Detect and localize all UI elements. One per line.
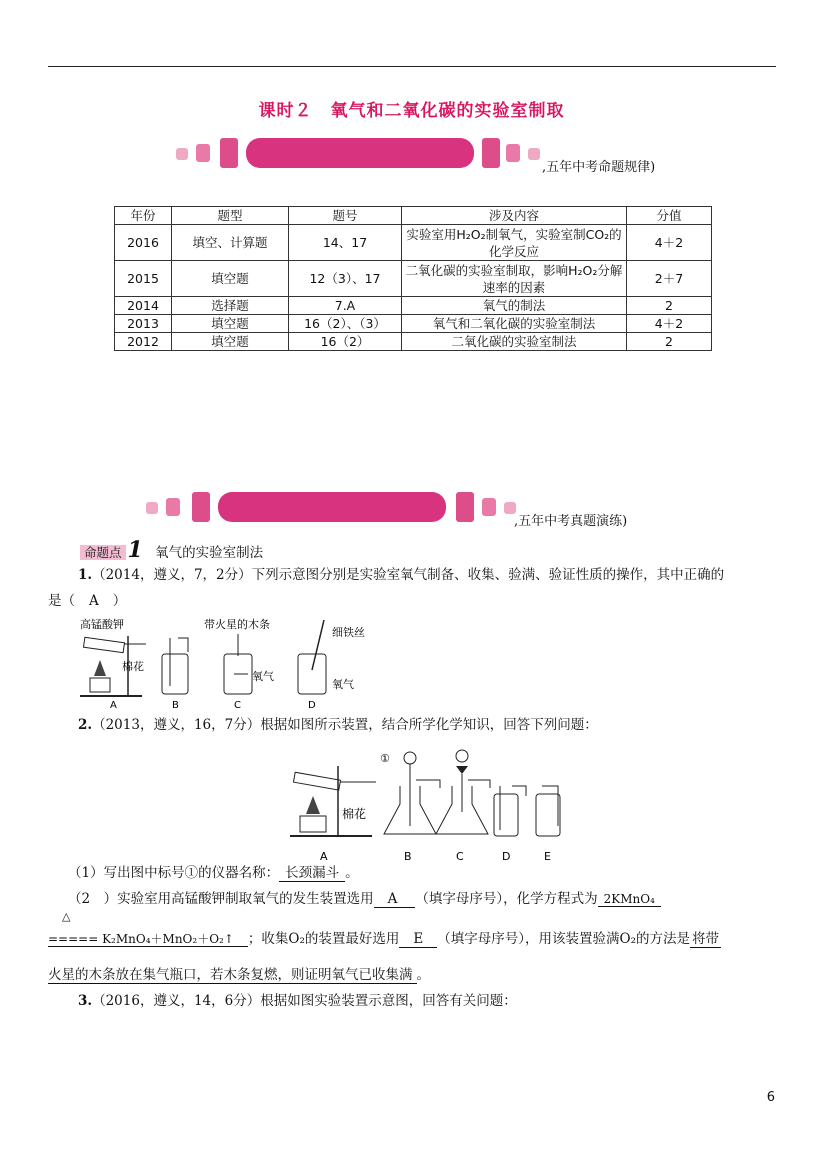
svg-text:D: D	[308, 700, 316, 710]
q2-part-2-line-3: 火星的木条放在集气瓶口，若木条复燃，则证明氧气已收集满 。	[48, 967, 430, 983]
svg-text:A: A	[320, 850, 328, 863]
svg-text:棉花: 棉花	[122, 660, 144, 673]
svg-text:氧气: 氧气	[252, 670, 274, 683]
question-1: 1.（2014，遵义，7，2分）下列示意图分别是实验室氧气制备、收集、验满、验证性质的操作，其中正确的	[78, 567, 725, 583]
answer: 长颈漏斗	[279, 865, 345, 882]
table-header: 分值	[627, 207, 712, 225]
svg-text:C: C	[456, 850, 464, 863]
q1-figure	[74, 614, 374, 710]
q2-part-1: （1）写出图中标号①的仪器名称： 长颈漏斗 。	[68, 865, 359, 881]
svg-text:氧气: 氧气	[332, 678, 354, 691]
table-header: 题型	[172, 207, 289, 225]
table-row: 2015 填空题 12（3）、17 二氧化碳的实验室制取，影响H₂O₂分解速率的因素 2＋7	[115, 261, 712, 297]
lesson-title: 课时２ 氧气和二氧化碳的实验室制取	[258, 101, 565, 121]
svg-text:D: D	[502, 850, 511, 863]
section-banner-2	[146, 492, 666, 529]
answer: 火星的木条放在集气瓶口，若木条复燃，则证明氧气已收集满	[48, 967, 417, 984]
question-1-answer-line: 是（ A ）	[48, 593, 127, 609]
banner-caption: ,五年中考真题演练)	[514, 514, 628, 529]
answer: A	[89, 593, 99, 609]
topic-heading	[80, 538, 263, 565]
svg-text:B: B	[172, 700, 179, 710]
table-header: 涉及内容	[402, 207, 627, 225]
answer: E	[399, 931, 437, 948]
banner-caption: ,五年中考命题规律)	[542, 160, 656, 175]
q2-figure	[286, 746, 576, 864]
table-header: 年份	[115, 207, 172, 225]
page-number: 6	[766, 1090, 775, 1105]
table-row: 2014 选择题 7.A 氧气的制法 2	[115, 297, 712, 315]
q2-part-2-line-2: ===== K₂MnO₄＋MnO₂＋O₂↑ ；收集O₂的装置最好选用 E （填字母序号），用该装置验满O₂的方法是 将带	[48, 931, 719, 947]
svg-text:C: C	[234, 700, 241, 710]
answer: 将带	[691, 931, 719, 947]
topic-text: 氧气的实验室制法	[155, 545, 264, 561]
question-3: 3.（2016，遵义，14，6分）根据如图实验装置示意图，回答有关问题：	[78, 993, 517, 1009]
section-banner-1	[176, 138, 676, 175]
question-2: 2.（2013，遵义，16，7分）根据如图所示装置，结合所学化学知识，回答下列问题：	[78, 717, 598, 733]
table-row: 2013 填空题 16（2）、（3） 氧气和二氧化碳的实验室制法 4＋2	[115, 315, 712, 333]
topic-number: 1	[127, 537, 143, 563]
table-header-row	[115, 207, 712, 225]
svg-text:A: A	[110, 700, 117, 710]
equation: ===== K₂MnO₄＋MnO₂＋O₂↑	[48, 932, 248, 947]
svg-text:棉花: 棉花	[342, 807, 367, 821]
table-row: 2016 填空、计算题 14、17 实验室用H₂O₂制氧气，实验室制CO₂的化学反应 4＋2	[115, 225, 712, 261]
svg-text:带火星的木条: 带火星的木条	[204, 618, 270, 631]
equation-start: 2KMnO₄	[598, 892, 661, 907]
svg-text:①: ①	[380, 752, 390, 765]
top-rule	[48, 66, 776, 67]
table-header: 题号	[289, 207, 402, 225]
table-row: 2012 填空题 16（2） 二氧化碳的实验室制法 2	[115, 333, 712, 351]
svg-text:高锰酸钾: 高锰酸钾	[80, 618, 124, 631]
svg-text:E: E	[544, 850, 551, 863]
topic-tag: 命题点	[80, 545, 126, 560]
delta-sign: △	[62, 910, 71, 923]
svg-text:细铁丝: 细铁丝	[332, 626, 365, 639]
answer: A	[374, 891, 416, 908]
q2-part-2-line-1: （2 ）实验室用高锰酸钾制取氧气的发生装置选用 A （填字母序号），化学方程式为 2KMnO₄	[68, 886, 778, 912]
svg-text:B: B	[404, 850, 412, 863]
exam-pattern-table	[114, 206, 712, 351]
